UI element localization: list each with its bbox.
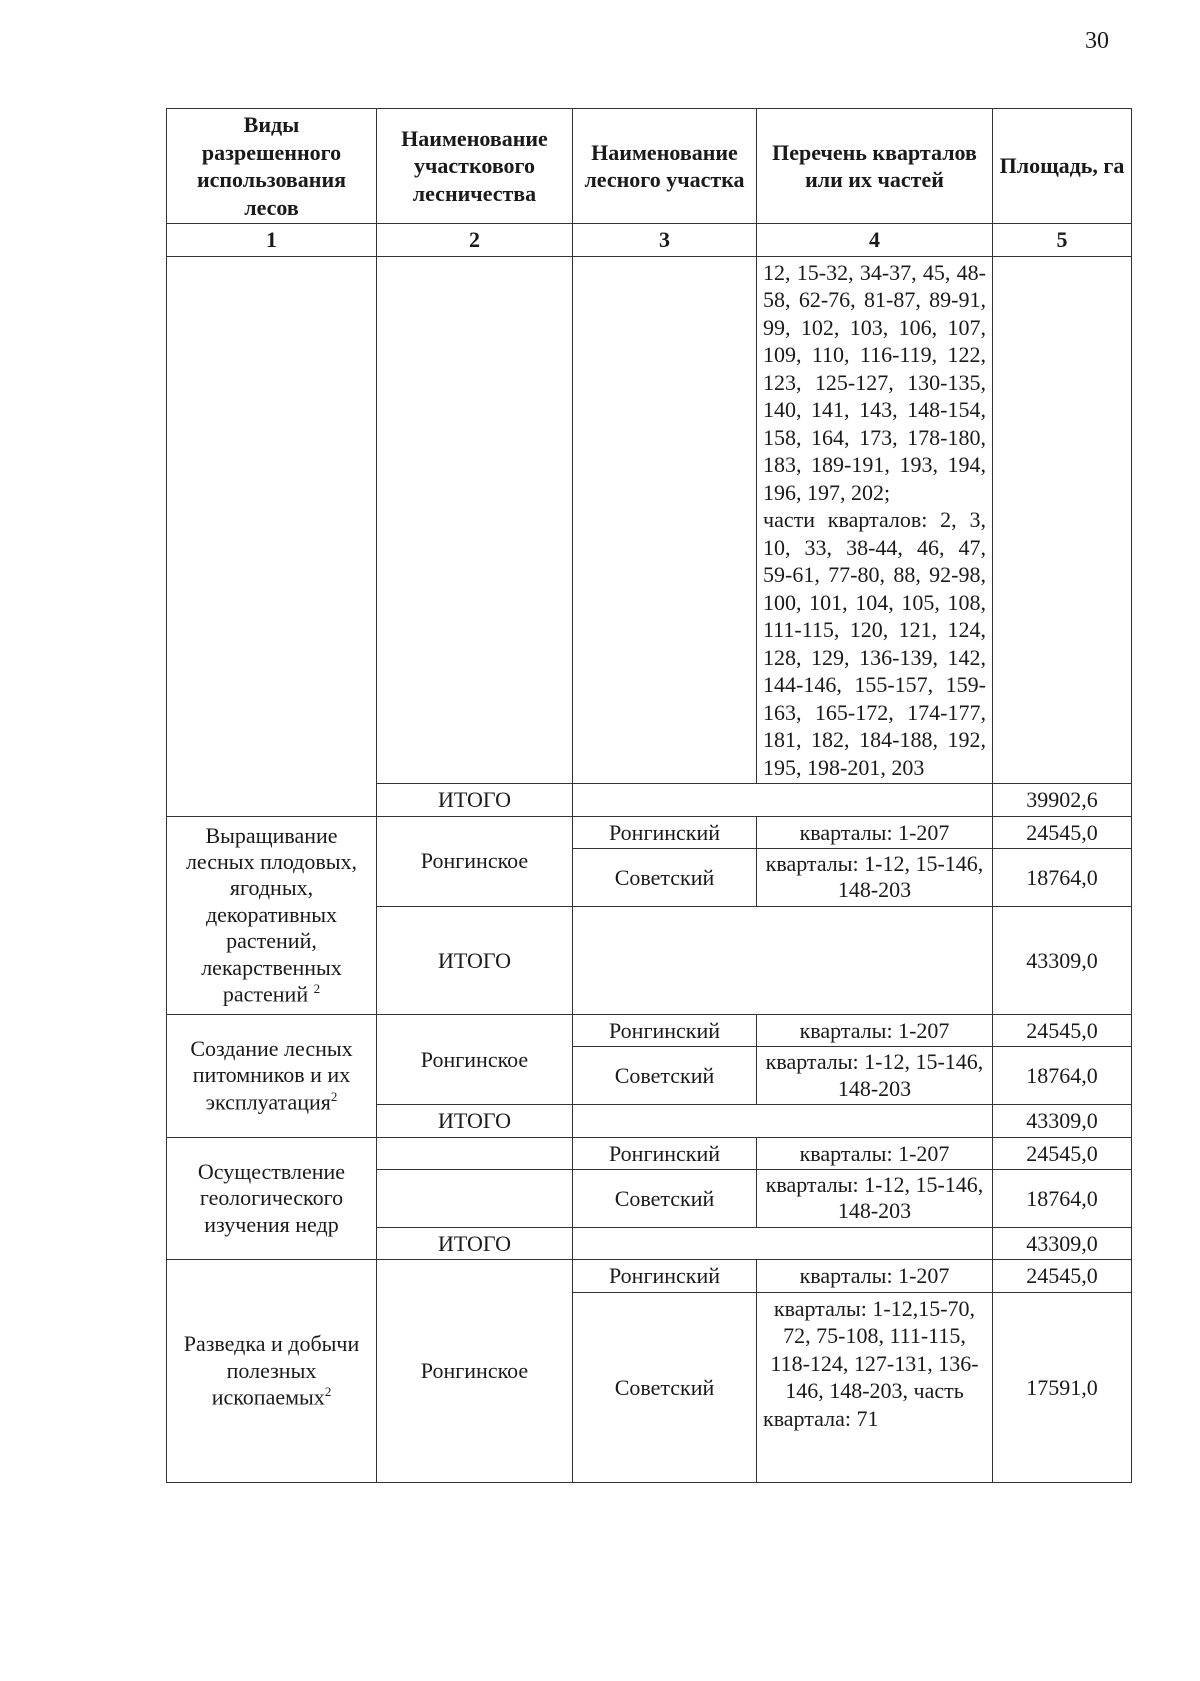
quarters-list: 12, 15-32, 34-37, 45, 48-58, 62-76, 81-87, 89-91, 99, 102, 103, 106, 107, 109, 110, 116-119, 122, 123, 125-127, 130-135, 140, 141, 143, 148-154, 158, 164, 173, 178-180, 183, 189-191, 193, 194, 196, 197, 202;: [763, 259, 986, 505]
table-row: [167, 816, 1132, 849]
use-type-label: Выращивание лесных плодовых, ягодных, декоративных растений, лекарственных растений: [185, 822, 358, 1007]
table-row: [167, 1260, 1132, 1293]
area-cell: 24545,0: [993, 1260, 1132, 1293]
column-number: 4: [757, 224, 993, 257]
total-area: 43309,0: [993, 1227, 1132, 1260]
header-area: Площадь, га: [993, 109, 1132, 224]
total-label: ИТОГО: [377, 784, 573, 817]
total-area: 39902,6: [993, 784, 1132, 817]
forestry-cell: [377, 256, 573, 784]
column-number: 3: [573, 224, 757, 257]
area-cell: 18764,0: [993, 849, 1132, 907]
total-empty: [573, 1105, 993, 1138]
column-number: 1: [167, 224, 377, 257]
total-area: 43309,0: [993, 1105, 1132, 1138]
forestry-cell: [377, 1170, 573, 1228]
table-row: [167, 1137, 1132, 1170]
plot-cell: Ронгинский: [573, 1137, 757, 1170]
forestry-cell: [377, 1137, 573, 1170]
total-area: 43309,0: [993, 906, 1132, 1014]
header-quarters: Перечень кварталов или их частей: [757, 109, 993, 224]
quarters-cell: кварталы: 1-207: [757, 1260, 993, 1293]
quarters-cell: кварталы: 1-207: [757, 816, 993, 849]
use-type-label: Разведка и добычи полезных ископаемых: [183, 1331, 360, 1410]
total-label: ИТОГО: [377, 906, 573, 1014]
plot-cell: Советский: [573, 1047, 757, 1105]
quarters-cell: [757, 256, 993, 784]
total-label: ИТОГО: [377, 1105, 573, 1138]
total-empty: [573, 906, 993, 1014]
forest-use-table: [166, 108, 1132, 1483]
area-cell: 24545,0: [993, 1014, 1132, 1047]
table-row: [167, 1014, 1132, 1047]
total-empty: [573, 1227, 993, 1260]
use-type-cell: [167, 1260, 377, 1483]
plot-cell: Ронгинский: [573, 1014, 757, 1047]
quarters-cell: кварталы: 1-12, 15-146, 148-203: [757, 1047, 993, 1105]
header-plot: Наименование лесного участка: [573, 109, 757, 224]
plot-cell: Советский: [573, 1170, 757, 1228]
header-use-type: Виды разрешенного использования лесов: [167, 109, 377, 224]
plot-cell: Ронгинский: [573, 816, 757, 849]
table-row: [167, 256, 1132, 784]
area-cell: 24545,0: [993, 816, 1132, 849]
use-type-cell: Осуществление геологического изучения недр: [167, 1137, 377, 1260]
column-number: 2: [377, 224, 573, 257]
table-header-row: [167, 109, 1132, 224]
use-type-cell: [167, 1014, 377, 1137]
column-number-row: [167, 224, 1132, 257]
area-cell: [993, 256, 1132, 784]
footnote-mark: 2: [330, 1088, 338, 1104]
quarters-cell: кварталы: 1-12,15-70, 72, 75-108, 111-115, 118-124, 127-131, 136-146, 148-203, часть квартала: 71: [757, 1292, 993, 1482]
area-cell: 17591,0: [993, 1292, 1132, 1482]
footnote-mark: 2: [324, 1384, 332, 1400]
plot-cell: [573, 256, 757, 784]
total-empty: [573, 784, 993, 817]
area-cell: 18764,0: [993, 1047, 1132, 1105]
area-cell: 18764,0: [993, 1170, 1132, 1228]
quarter-parts-list: части кварталов: 2, 3, 10, 33, 38-44, 46, 47, 59-61, 77-80, 88, 92-98, 100, 101, 104, 105, 108, 111-115, 120, 121, 124, 128, 129, 136-139, 142, 144-146, 155-157, 159-163, 165-172, 174-177, 181, 182, 184-188, 192, 195, 198-201, 203: [763, 507, 986, 780]
area-cell: 24545,0: [993, 1137, 1132, 1170]
forestry-cell: Ронгинское: [377, 1260, 573, 1483]
footnote-mark: 2: [313, 980, 321, 996]
plot-cell: Советский: [573, 849, 757, 907]
header-forestry: Наименование участкового лесничества: [377, 109, 573, 224]
use-type-label: Создание лесных питомников и их эксплуатация: [190, 1035, 353, 1115]
quarters-cell: кварталы: 1-12, 15-146, 148-203: [757, 1170, 993, 1228]
plot-cell: Советский: [573, 1292, 757, 1482]
quarters-cell: кварталы: 1-207: [757, 1137, 993, 1170]
plot-cell: Ронгинский: [573, 1260, 757, 1293]
column-number: 5: [993, 224, 1132, 257]
quarters-cell: кварталы: 1-12, 15-146, 148-203: [757, 849, 993, 907]
use-type-cell: [167, 816, 377, 1014]
forestry-cell: Ронгинское: [377, 816, 573, 906]
total-label: ИТОГО: [377, 1227, 573, 1260]
page-number: 30: [1085, 28, 1109, 54]
use-type-cell: [167, 256, 377, 816]
quarters-cell: кварталы: 1-207: [757, 1014, 993, 1047]
forestry-cell: Ронгинское: [377, 1014, 573, 1104]
